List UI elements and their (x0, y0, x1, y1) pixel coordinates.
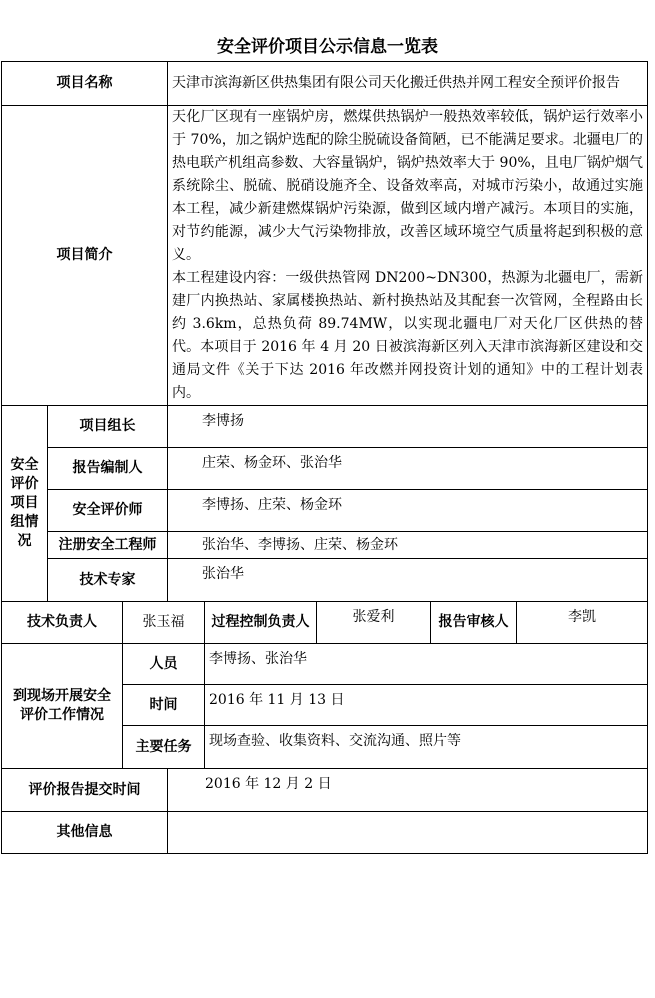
team-row-label: 技术专家 (48, 559, 168, 602)
team-row-value: 庄荣、杨金环、张治华 (168, 448, 648, 490)
project-summary-row (2, 106, 648, 406)
project-summary-value (168, 106, 648, 406)
other-info-label: 其他信息 (2, 812, 168, 854)
summary-paragraph-1: 天化厂区现有一座锅炉房，燃煤供热锅炉一般热效率较低，锅炉运行效率小于 70%，加之锅炉选配的除尘脱硫设备简陋，已不能满足要求。北疆电厂的热电联产机组高参数、大容量锅炉，锅炉热效率大于 90%，且电厂锅炉烟气系统除尘、脱硫、脱硝设施齐全、设备效率高，对城市污染小，故通过实施本工程，减少新建燃煤锅炉污染源，做到区域内增产减污。本项目的实施，对节约能源，减少大气污染物排放，改善区域环境空气质量将起到积极的意义。 (172, 109, 644, 263)
team-row-value: 张治华 (168, 559, 648, 602)
team-row (2, 490, 648, 532)
team-row (2, 532, 648, 559)
site-work-row-value: 现场查验、收集资料、交流沟通、照片等 (205, 726, 648, 769)
tech-lead-label: 技术负责人 (2, 602, 123, 644)
team-row-value: 张治华、李博扬、庄荣、杨金环 (168, 532, 648, 559)
page-title: 安全评价项目公示信息一览表 (217, 37, 438, 57)
project-name-value: 天津市滨海新区供热集团有限公司天化搬迁供热并网工程安全预评价报告 (168, 62, 648, 106)
site-work-group-label: 到现场开展安全评价工作情况 (2, 644, 123, 769)
project-name-label: 项目名称 (2, 62, 168, 106)
report-reviewer-label: 报告审核人 (431, 602, 517, 644)
process-control-value: 张爱利 (317, 602, 431, 644)
site-work-row-label: 时间 (123, 685, 205, 726)
team-group-label: 安全评价项目组情况 (2, 406, 48, 602)
team-row-label: 注册安全工程师 (48, 532, 168, 559)
submit-time-label: 评价报告提交时间 (2, 769, 168, 812)
info-table (1, 61, 648, 854)
submit-time-row (2, 769, 648, 812)
summary-paragraph-2: 本工程建设内容：一级供热管网 DN200~DN300，热源为北疆电厂，需新建厂内换热站、家属楼换热站、新村换热站及其配套一次管网，全程路由长约 3.6km，总热负荷 89.74MW，以实现北疆电厂对天化厂区供热的替代。本项目于 2016 年 4 月 20 日被滨海新区列入天津市滨海新区建设和交通局文件《关于下达 2016 年改燃并网投资计划的通知》中的工程计划表内。 (172, 270, 644, 401)
report-reviewer-value: 李凯 (517, 602, 648, 644)
other-info-value (168, 812, 648, 854)
site-work-row-label: 人员 (123, 644, 205, 685)
site-work-row-value: 李博扬、张治华 (205, 644, 648, 685)
team-row-value: 李博扬 (168, 406, 648, 448)
team-row-label: 报告编制人 (48, 448, 168, 490)
submit-time-value: 2016 年 12 月 2 日 (168, 769, 648, 812)
process-control-label: 过程控制负责人 (205, 602, 317, 644)
team-row-label: 安全评价师 (48, 490, 168, 532)
team-row (2, 406, 648, 448)
project-name-row (2, 62, 648, 106)
site-work-row-label: 主要任务 (123, 726, 205, 769)
team-row-value: 李博扬、庄荣、杨金环 (168, 490, 648, 532)
team-row (2, 559, 648, 602)
responsibles-row (2, 602, 648, 644)
other-info-row (2, 812, 648, 854)
site-work-row-value: 2016 年 11 月 13 日 (205, 685, 648, 726)
tech-lead-value: 张玉福 (123, 602, 205, 644)
site-work-row (2, 644, 648, 685)
project-summary-label: 项目简介 (2, 106, 168, 406)
team-row (2, 448, 648, 490)
team-row-label: 项目组长 (48, 406, 168, 448)
